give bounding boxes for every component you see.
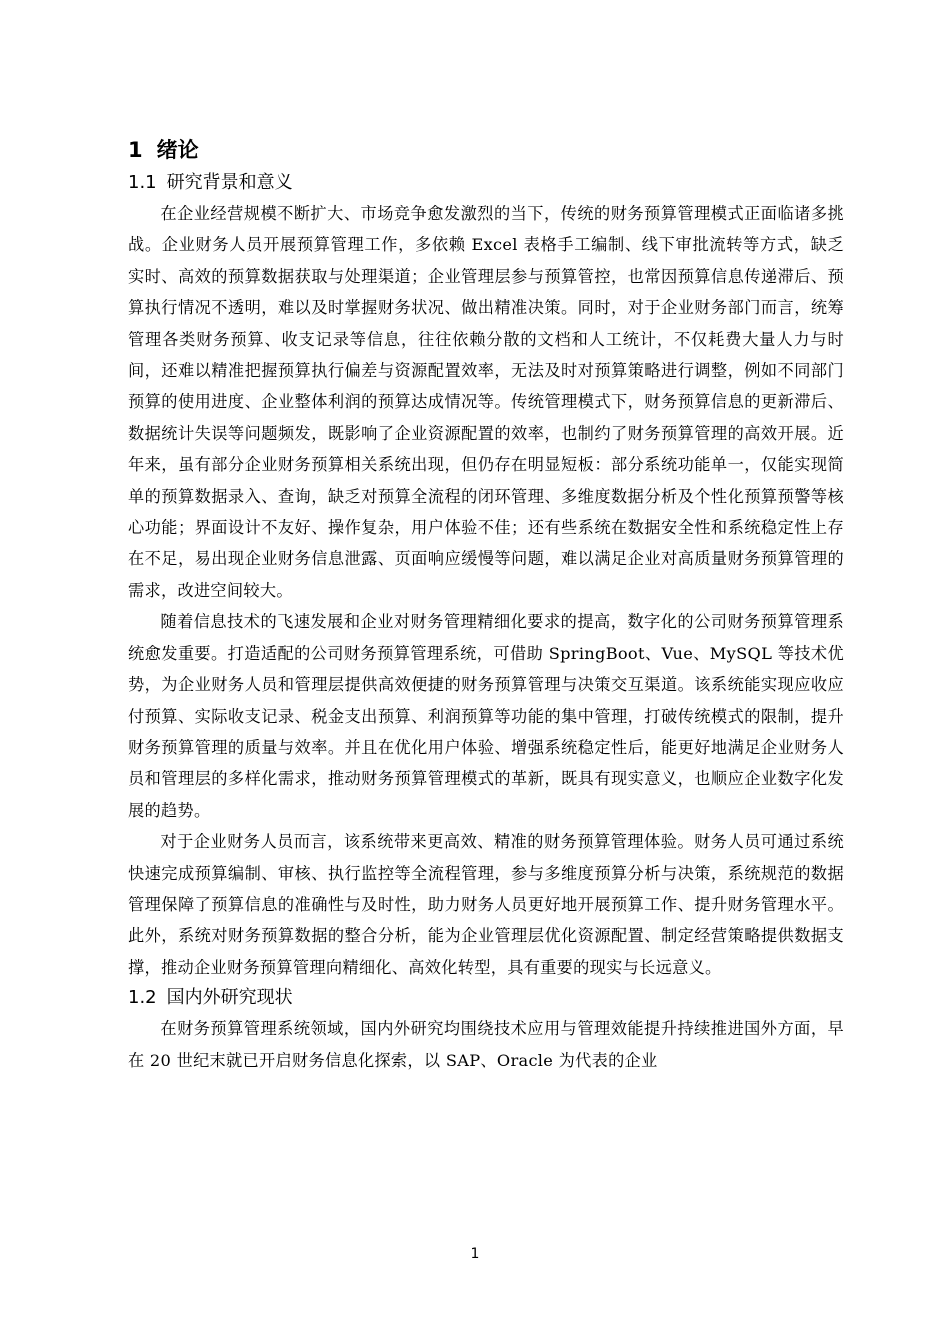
- body-paragraph: 随着信息技术的飞速发展和企业对财务管理精细化要求的提高，数字化的公司财务预算管理系统愈发重要。打造适配的公司财务预算管理系统，可借助 SpringBoot、Vue、MySQL 等技术优势，为企业财务人员和管理层提供高效便捷的财务预算管理与决策交互渠道。该系统能实现应收应付预算、实际收支记录、税金支出预算、利润预算等功能的集中管理，打破传统模式的限制，提升财务预算管理的质量与效率。并且在优化用户体验、增强系统稳定性后，能更好地满足企业财务人员和管理层的多样化需求，推动财务预算管理模式的革新，既具有现实意义，也顺应企业数字化发展的趋势。: [128, 612, 844, 820]
- section-heading: [128, 983, 844, 1013]
- body-paragraph: 在企业经营规模不断扩大、市场竞争愈发激烈的当下，传统的财务预算管理模式正面临诸多挑战。企业财务人员开展预算管理工作，多依赖 Excel 表格手工编制、线下审批流转等方式，缺乏实时、高效的预算数据获取与处理渠道；企业管理层参与预算管控，也常因预算信息传递滞后、预算执行情况不透明，难以及时掌握财务状况、做出精准决策。同时，对于企业财务部门而言，统筹管理各类财务预算、收支记录等信息，往往依赖分散的文档和人工统计，不仅耗费大量人力与时间，还难以精准把握预算执行偏差与资源配置效率，无法及时对预算策略进行调整，例如不同部门预算的使用进度、企业整体利润的预算达成情况等。传统管理模式下，财务预算信息的更新滞后、数据统计失误等问题频发，既影响了企业资源配置的效率，也制约了财务预算管理的高效开展。近年来，虽有部分企业财务预算相关系统出现，但仍存在明显短板：部分系统功能单一，仅能实现简单的预算数据录入、查询，缺乏对预算全流程的闭环管理、多维度数据分析及个性化预算预警等核心功能；界面设计不友好、操作复杂，用户体验不佳；还有些系统在数据安全性和系统稳定性上存在不足，易出现企业财务信息泄露、页面响应缓慢等问题，难以满足企业对高质量财务预算管理的需求，改进空间较大。: [128, 204, 844, 600]
- section-heading: [128, 168, 844, 198]
- chapter-number: 1: [128, 138, 143, 162]
- section-title: 国内外研究现状: [166, 987, 293, 1009]
- page-body: [128, 132, 844, 1076]
- chapter-title: 绪论: [156, 138, 199, 162]
- body-paragraph: 在财务预算管理系统领域，国内外研究均围绕技术应用与管理效能提升持续推进国外方面，早在 20 世纪末就已开启财务信息化探索，以 SAP、Oracle 为代表的企业: [128, 1019, 844, 1070]
- section-number: 1.2: [128, 987, 157, 1009]
- page-number: 1: [470, 1246, 480, 1262]
- body-paragraph: 对于企业财务人员而言，该系统带来更高效、精准的财务预算管理体验。财务人员可通过系统快速完成预算编制、审核、执行监控等全流程管理，参与多维度预算分析与决策，系统规范的数据管理保障了预算信息的准确性与及时性，助力财务人员更好地开展预算工作、提升财务管理水平。此外，系统对财务预算数据的整合分析，能为企业管理层优化资源配置、制定经营策略提供数据支撑，推动企业财务预算管理向精细化、高效化转型，具有重要的现实与长远意义。: [128, 832, 844, 977]
- section-title: 研究背景和意义: [166, 172, 293, 193]
- chapter-heading: [128, 132, 844, 168]
- section-number: 1.1: [128, 172, 157, 193]
